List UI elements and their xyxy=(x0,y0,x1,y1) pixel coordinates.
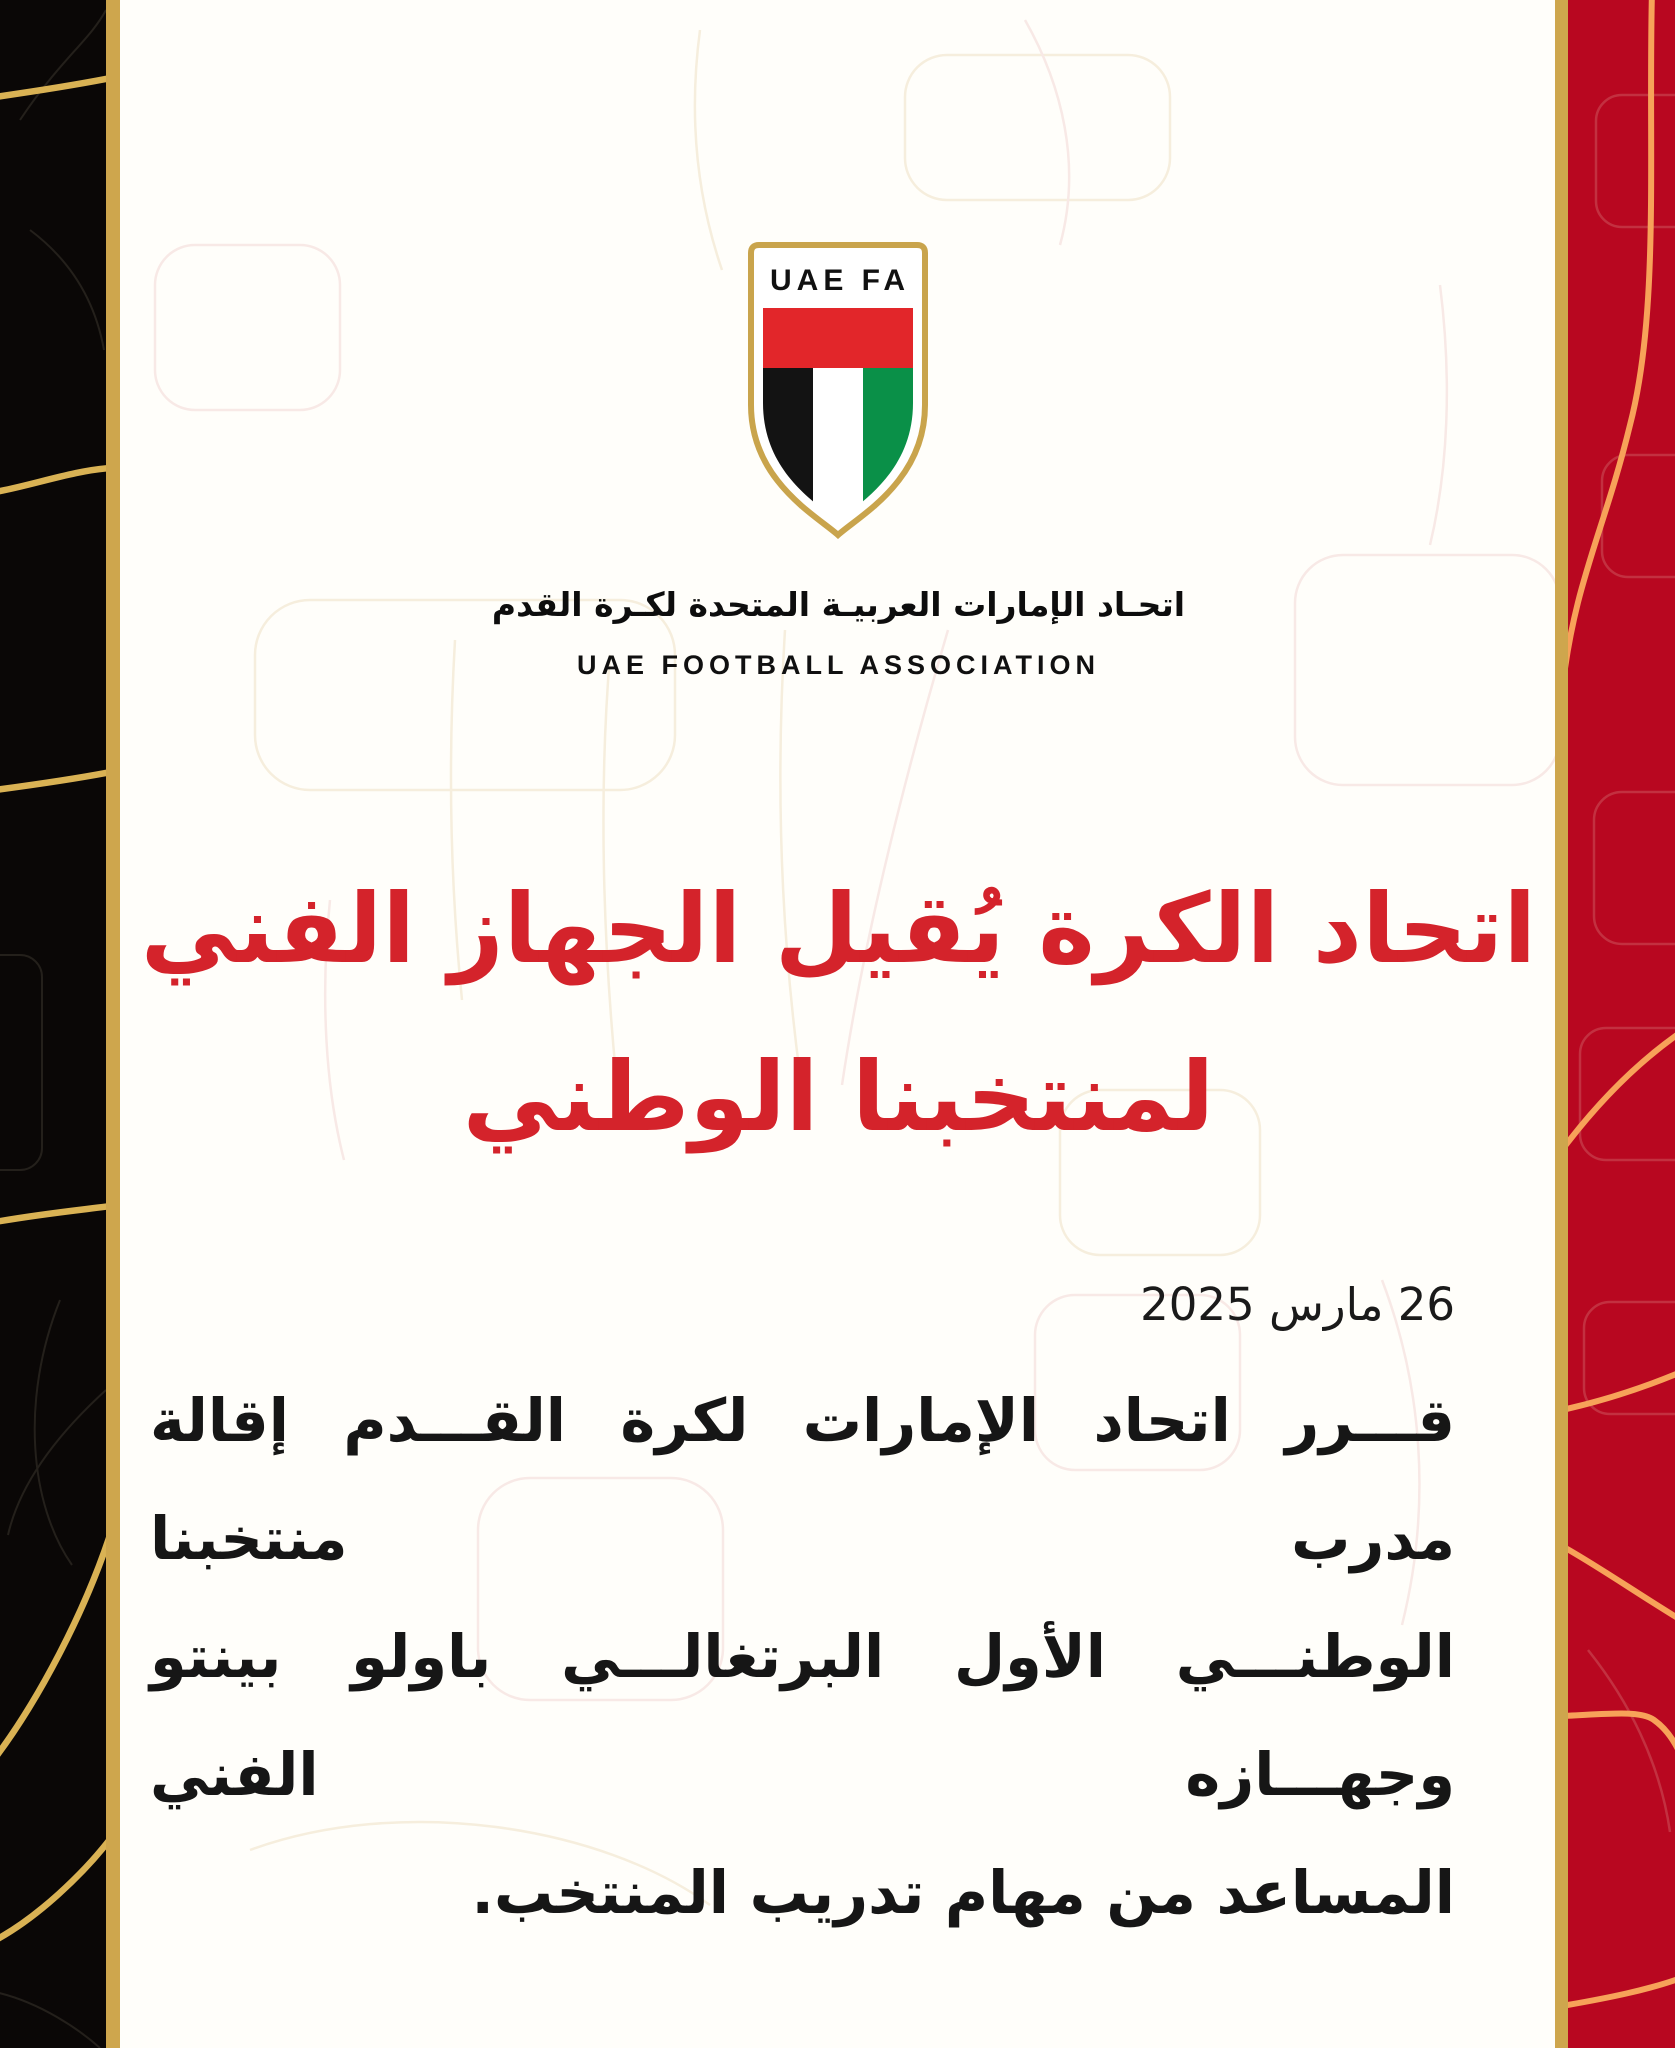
headline-line-1: اتحاد الكرة يُقيل الجهاز الفني xyxy=(140,873,1537,985)
gold-wave-lines-left xyxy=(0,0,106,2048)
date-label: 26 مارس 2025 xyxy=(1140,1278,1455,1331)
flag-red-band xyxy=(763,308,913,368)
right-red-strip xyxy=(1568,0,1675,2048)
body-line-3: المساعد من مهام تدريب المنتخب. xyxy=(471,1858,1455,1927)
body-line-1: قـــرر اتحاد الإمارات لكرة القـــدم إقالة مدرب منتخبنا xyxy=(150,1386,1455,1573)
orange-wave-lines-right xyxy=(1568,0,1675,2048)
association-english-name: UAE FOOTBALL ASSOCIATION xyxy=(577,650,1100,680)
association-arabic-name: اتحـاد الإمارات العربيـة المتحدة لكـرة القدم xyxy=(491,585,1186,624)
headline-line-2: لمنتخبنا الوطني xyxy=(462,1041,1215,1153)
body-line-2: الوطنـــي الأول البرتغالـــي باولو بينتو وجهـــازه الفني xyxy=(150,1622,1455,1809)
headline xyxy=(120,845,1557,1181)
uae-fa-crest xyxy=(743,238,933,539)
left-black-strip xyxy=(0,0,106,2048)
body-paragraph xyxy=(150,1362,1455,1952)
gold-divider-left xyxy=(106,0,120,2048)
flag-white-stripe xyxy=(813,368,863,528)
shield-wordmark: UAE FA xyxy=(769,264,911,297)
